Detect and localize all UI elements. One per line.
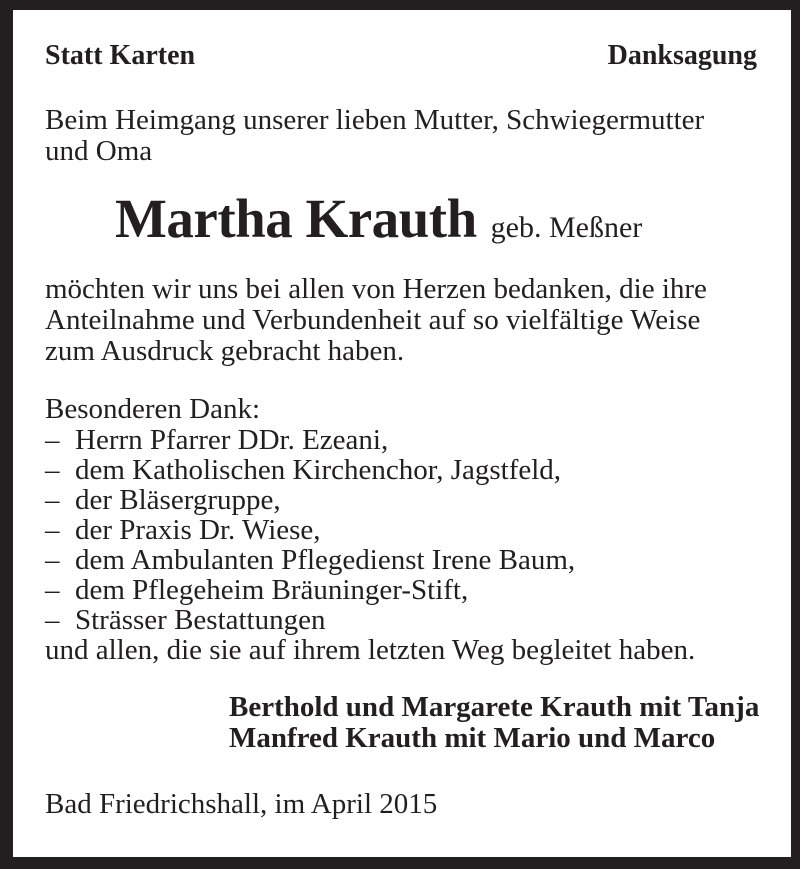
list-dash: – (45, 454, 60, 486)
deceased-title-row (115, 190, 757, 248)
list-item-text: Strässer Bestattungen (75, 604, 326, 636)
list-dash: – (45, 574, 60, 606)
thanks-line: Anteilnahme und Verbundenheit auf so vielfältige Weise (45, 304, 701, 336)
list-dash: – (45, 424, 60, 456)
list-dash: – (45, 604, 60, 636)
list-item-text: dem Ambulanten Pflegedienst Irene Baum, (75, 544, 576, 576)
list-item (45, 485, 757, 515)
danksagung-label: Danksagung (607, 40, 757, 71)
family-line: Berthold und Margarete Krauth mit Tanja (229, 691, 760, 723)
special-thanks-list (45, 425, 757, 635)
intro-line: und Oma (45, 135, 153, 167)
obituary-content (13, 10, 791, 820)
thanks-line: möchten wir uns bei allen von Herzen bedanken, die ihre (45, 273, 707, 305)
list-item (45, 425, 757, 455)
list-dash: – (45, 544, 60, 576)
deceased-name: Martha Krauth (115, 188, 477, 249)
special-thanks-heading: Besonderen Dank: (45, 393, 261, 425)
list-item-text: dem Katholischen Kirchenchor, Jagstfeld, (75, 454, 562, 486)
closing-line: und allen, die sie auf ihrem letzten Weg begleitet haben. (45, 634, 696, 666)
maiden-name: geb. Meßner (490, 211, 643, 244)
statt-karten-label: Statt Karten (45, 40, 196, 71)
list-item (45, 545, 757, 575)
list-item-text: dem Pflegeheim Bräuninger-Stift, (75, 574, 469, 606)
thanks-line: zum Ausdruck gebracht haben. (45, 335, 405, 367)
obituary-card (13, 10, 791, 857)
list-item (45, 575, 757, 605)
list-dash: – (45, 484, 60, 516)
family-signatures (229, 691, 760, 754)
intro-line: Beim Heimgang unserer lieben Mutter, Schwiegermutter (45, 104, 705, 136)
place-date: Bad Friedrichshall, im April 2015 (45, 788, 438, 820)
list-item (45, 515, 757, 545)
intro-paragraph (45, 105, 757, 167)
family-line: Manfred Krauth mit Mario und Marco (229, 722, 716, 754)
header-row (45, 41, 757, 71)
list-item (45, 455, 757, 485)
list-item-text: der Bläsergruppe, (75, 484, 281, 516)
list-item-text: Herrn Pfarrer DDr. Ezeani, (75, 424, 389, 456)
thanks-paragraph (45, 274, 757, 367)
list-item (45, 605, 757, 635)
list-dash: – (45, 514, 60, 546)
list-item-text: der Praxis Dr. Wiese, (75, 514, 321, 546)
